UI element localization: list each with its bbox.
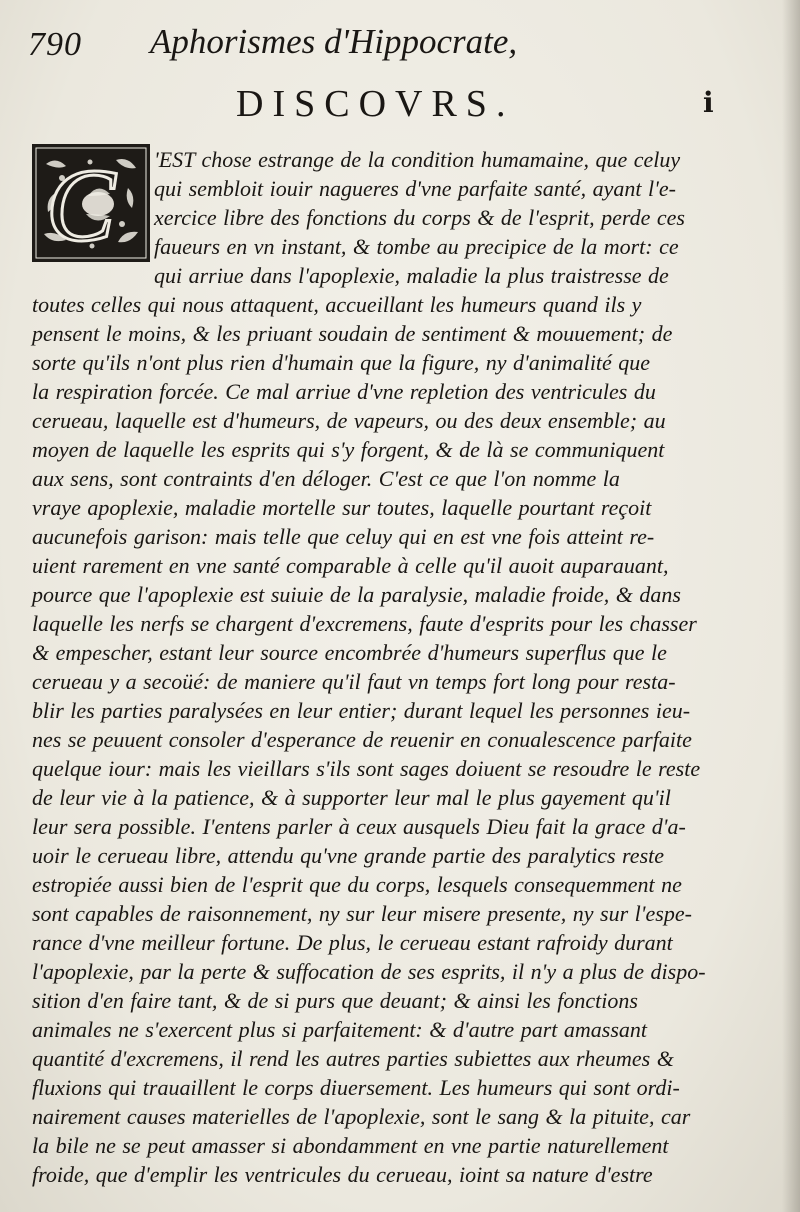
text-line: sorte qu'ils n'ont plus rien d'humain que la figure, ny d'animalité que — [32, 350, 651, 375]
text-line: toutes celles qui nous attaquent, accueillant les humeurs quand ils y — [32, 292, 642, 317]
text-line: uoir le cerueau libre, attendu qu'vne grande partie des paralytics reste — [32, 843, 665, 868]
text-line: animales ne s'exercent plus si parfaitement: & d'autre part amassant — [32, 1017, 647, 1042]
page-number: 790 — [28, 26, 82, 63]
text-line: qui arriue dans l'apoplexie, maladie la plus traistresse de — [154, 263, 669, 288]
text-line: la respiration forcée. Ce mal arriue d'vne repletion des ventricules du — [32, 379, 656, 404]
text-line: nairement causes materielles de l'apoplexie, sont le sang & la pituite, car — [32, 1104, 691, 1129]
section-title: DISCOVRS. — [236, 83, 515, 125]
text-line: blir les parties paralysées en leur entier; durant lequel les personnes ieu- — [32, 698, 691, 723]
text-line: qui sembloit iouir nagueres d'vne parfaite santé, ayant l'e- — [154, 176, 676, 201]
text-line: & empescher, estant leur source encombrée d'humeurs superflus que le — [32, 640, 667, 665]
text-line: pensent le moins, & les priuant soudain de sentiment & mouuement; de — [32, 321, 673, 346]
running-head: Aphorismes d'Hippocrate, — [150, 22, 518, 61]
text-line: aucunefois garison: mais telle que celuy qui en est vne fois atteint re- — [32, 524, 655, 549]
text-line: l'apoplexie, par la perte & suffocation de ses esprits, il n'y a plus de dispo- — [32, 959, 706, 984]
text-line: de leur vie à la patience, & à supporter leur mal le plus gayement qu'il — [32, 785, 671, 810]
text-line: leur sera possible. I'entens parler à ceux ausquels Dieu fait la grace d'a- — [32, 814, 686, 839]
text-line: cerueau, laquelle est d'humeurs, de vapeurs, ou des deux ensemble; au — [32, 408, 666, 433]
text-line: rance d'vne meilleur fortune. De plus, le cerueau estant rafroidy durant — [32, 930, 673, 955]
text-line: moyen de laquelle les esprits qui s'y forgent, & de là se communiquent — [32, 437, 665, 462]
text-line: sont capables de raisonnement, ny sur leur misere presente, ny sur l'espe- — [32, 901, 692, 926]
text-line: cerueau y a secoüé: de maniere qu'il faut vn temps fort long pour resta- — [32, 669, 676, 694]
text-line: quantité d'excremens, il rend les autres parties subiettes aux rheumes & — [32, 1046, 674, 1071]
text-line: la bile ne se peut amasser si abondamment en vne partie naturellement — [32, 1133, 669, 1158]
text-line: aux sens, sont contraints d'en déloger. C'est ce que l'on nomme la — [32, 466, 620, 491]
text-line: 'EST chose estrange de la condition humamaine, que celuy — [154, 147, 681, 172]
text-line: pource que l'apoplexie est suiuie de la paralysie, maladie froide, & dans — [32, 582, 681, 607]
text-line: quelque iour: mais les vieillars s'ils sont sages doiuent se resoudre le reste — [32, 756, 701, 781]
stray-ink-mark: i — [703, 86, 714, 119]
drop-cap-letter: C — [46, 148, 116, 262]
text-line: vraye apoplexie, maladie mortelle sur toutes, laquelle pourtant reçoit — [32, 495, 652, 520]
text-line: froide, que d'emplir les ventricules du cerueau, ioint sa nature d'estre — [32, 1162, 653, 1187]
text-line: estropiée aussi bien de l'esprit que du corps, lesquels consequemment ne — [32, 872, 682, 897]
text-line: laquelle les nerfs se chargent d'excremens, faute d'esprits pour les chasser — [32, 611, 697, 636]
text-line: faueurs en vn instant, & tombe au precipice de la mort: ce — [154, 234, 679, 259]
text-line: xercice libre des fonctions du corps & de l'esprit, perde ces — [154, 205, 685, 230]
text-line: sition d'en faire tant, & de si purs que deuant; & ainsi les fonctions — [32, 988, 638, 1013]
text-line: nes se peuuent consoler d'esperance de reuenir en conualescence parfaite — [32, 727, 692, 752]
text-line: fluxions qui trauaillent le corps diuersement. Les humeurs qui sont ordi- — [32, 1075, 680, 1100]
text-line: uient rarement en vne santé comparable à celle qu'il auoit auparauant, — [32, 553, 669, 578]
